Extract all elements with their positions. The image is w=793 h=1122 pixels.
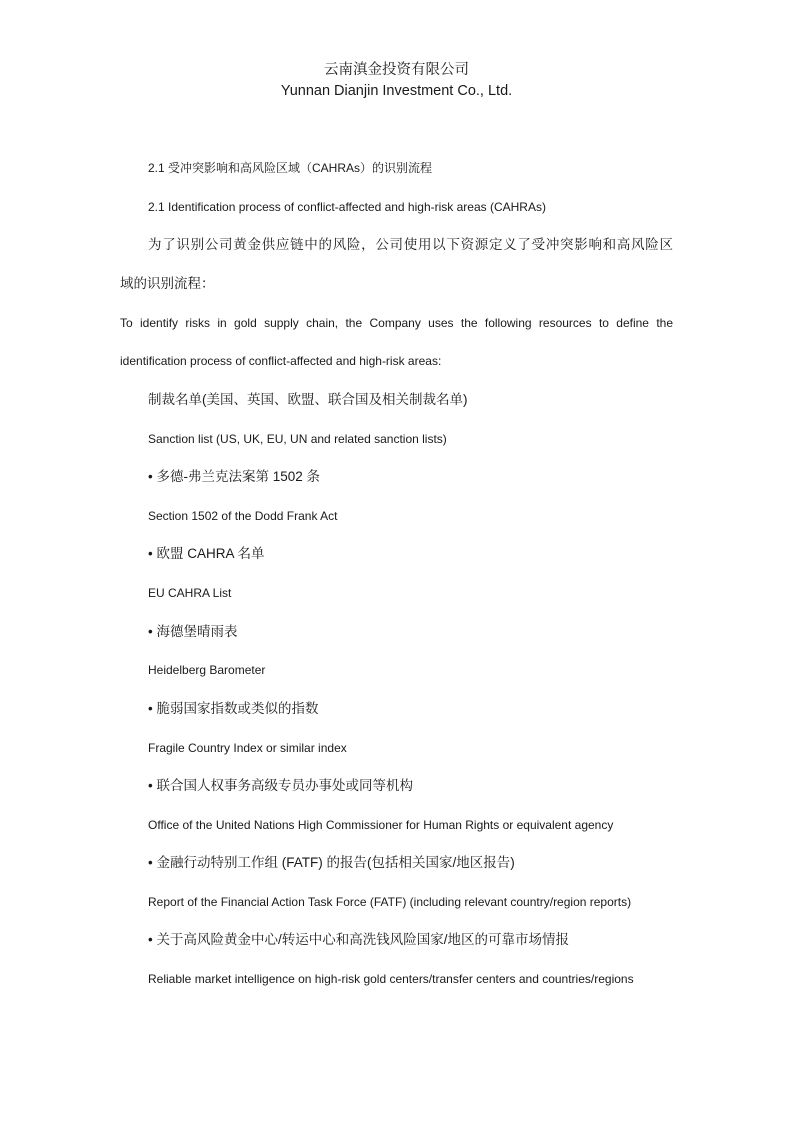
resource-item-cn: 制裁名单(美国、英国、欧盟、联合国及相关制裁名单) <box>148 392 468 407</box>
resource-item-en: EU CAHRA List <box>148 586 232 600</box>
resource-item-cn: • 海德堡晴雨表 <box>148 624 238 639</box>
resource-item-en: Heidelberg Barometer <box>148 663 266 677</box>
company-name-cn: 云南滇金投资有限公司 <box>324 62 469 78</box>
section-heading-cn: 2.1 受冲突影响和高风险区域（CAHRAs）的识别流程 <box>148 161 433 175</box>
company-name-en: Yunnan Dianjin Investment Co., Ltd. <box>280 83 513 99</box>
resource-item-en: Reliable market intelligence on high-risk gold centers/transfer centers and countries/regions <box>148 972 634 986</box>
resource-item-en: Report of the Financial Action Task Force (FATF) (including relevant country/region reports) <box>148 895 632 909</box>
intro-cn-line-1: 为了识别公司黄金供应链中的风险，公司使用以下资源定义了受冲突影响和高风险区 <box>148 237 673 252</box>
resource-item-cn: • 脆弱国家指数或类似的指数 <box>148 701 319 716</box>
resource-item-en: Sanction list (US, UK, EU, UN and related sanction lists) <box>148 432 447 446</box>
intro-en-line-2: identification process of conflict-affected and high-risk areas: <box>120 354 442 368</box>
resource-item-en: Section 1502 of the Dodd Frank Act <box>148 509 338 523</box>
intro-cn-line-2: 域的识别流程： <box>120 276 215 291</box>
resource-item-cn: • 关于高风险黄金中心/转运中心和高洗钱风险国家/地区的可靠市场情报 <box>148 932 569 947</box>
resource-item-en: Office of the United Nations High Commissioner for Human Rights or equivalent agency <box>148 818 614 832</box>
resource-item-cn: • 欧盟 CAHRA 名单 <box>148 546 265 561</box>
resource-item-cn: • 金融行动特别工作组 (FATF) 的报告(包括相关国家/地区报告) <box>148 855 515 870</box>
resource-item-en: Fragile Country Index or similar index <box>148 741 347 755</box>
intro-en-line-1: To identify risks in gold supply chain, the Company uses the following resources to define the <box>120 316 673 330</box>
resource-item-cn: • 多德-弗兰克法案第 1502 条 <box>148 469 321 484</box>
section-heading-en: 2.1 Identification process of conflict-affected and high-risk areas (CAHRAs) <box>148 200 546 214</box>
resource-item-cn: • 联合国人权事务高级专员办事处或同等机构 <box>148 778 413 793</box>
